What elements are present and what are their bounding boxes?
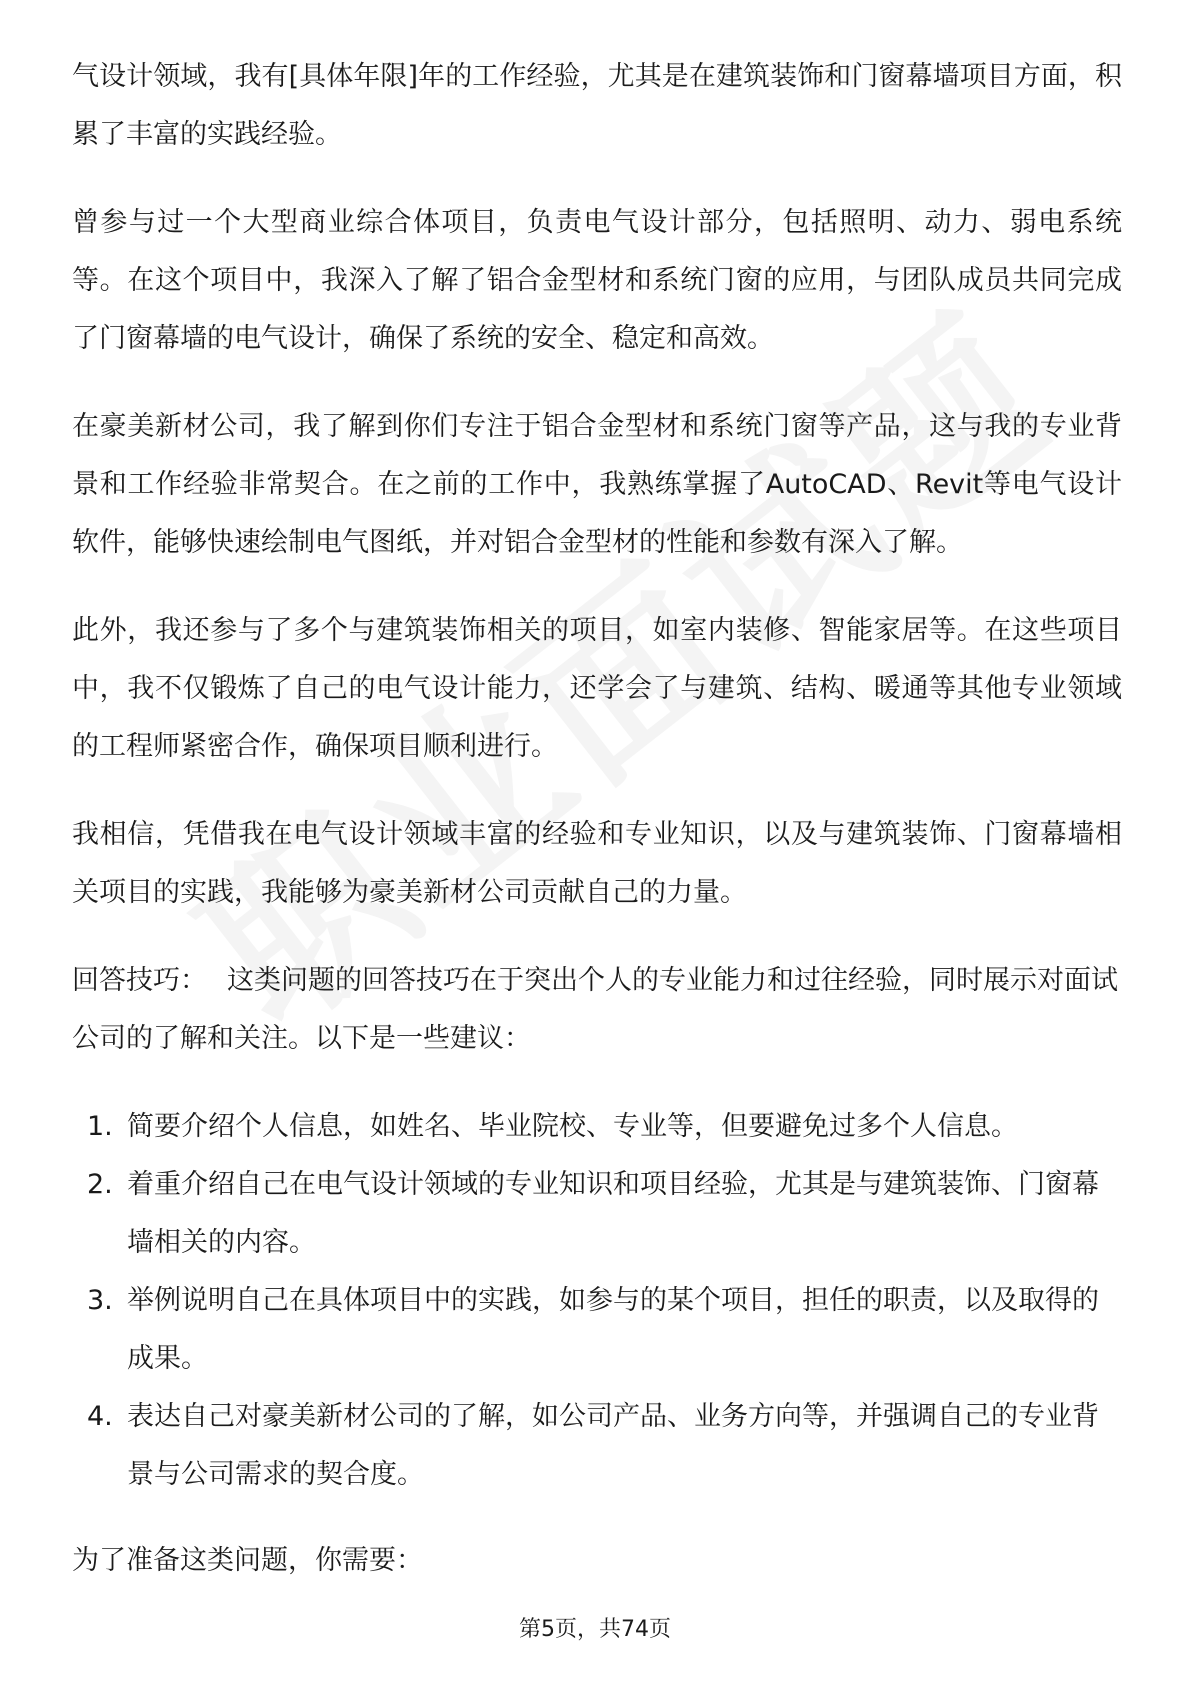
list-item-text: 着重介绍自己在电气设计领域的专业知识和项目经验，尤其是与建筑装饰、门窗幕墙相关的内容。	[127, 1169, 1099, 1258]
answer-tips-text: 这类问题的回答技巧在于突出个人的专业能力和过往经验，同时展示对面试公司的了解和关注。以下是一些建议：	[72, 965, 1118, 1054]
list-item-text: 举例说明自己在具体项目中的实践，如参与的某个项目，担任的职责，以及取得的成果。	[127, 1285, 1099, 1374]
answer-tips	[72, 952, 1122, 1068]
page-content	[72, 48, 1122, 1620]
answer-tips-label: 回答技巧：	[72, 965, 207, 996]
paragraph-collaboration: 此外，我还参与了多个与建筑装饰相关的项目，如室内装修、智能家居等。在这些项目中，我不仅锻炼了自己的电气设计能力，还学会了与建筑、结构、暖通等其他专业领域的工程师紧密合作，确保项目顺利进行。	[72, 615, 1122, 762]
advice-list	[72, 1098, 1122, 1504]
paragraph-experience: 气设计领域，我有[具体年限]年的工作经验，尤其是在建筑装饰和门窗幕墙项目方面，积累了丰富的实践经验。	[72, 61, 1122, 150]
list-item-text: 表达自己对豪美新材公司的了解，如公司产品、业务方向等，并强调自己的专业背景与公司需求的契合度。	[127, 1401, 1099, 1490]
list-item-number: 4.	[87, 1401, 113, 1432]
paragraph-conclusion: 我相信，凭借我在电气设计领域丰富的经验和专业知识，以及与建筑装饰、门窗幕墙相关项目的实践，我能够为豪美新材公司贡献自己的力量。	[72, 819, 1122, 908]
list-item-number: 3.	[87, 1285, 113, 1316]
page-number: 第5页，共74页	[519, 1617, 671, 1642]
list-item	[72, 1098, 1122, 1156]
paragraph-project: 曾参与过一个大型商业综合体项目，负责电气设计部分，包括照明、动力、弱电系统等。在这个项目中，我深入了解了铝合金型材和系统门窗的应用，与团队成员共同完成了门窗幕墙的电气设计，确保了系统的安全、稳定和高效。	[72, 207, 1122, 354]
list-item-number: 2.	[87, 1169, 113, 1200]
list-item	[72, 1388, 1122, 1504]
list-item	[72, 1156, 1122, 1272]
paragraph-company-fit: 在豪美新材公司，我了解到你们专注于铝合金型材和系统门窗等产品，这与我的专业背景和工作经验非常契合。在之前的工作中，我熟练掌握了AutoCAD、Revit等电气设计软件，能够快速绘制电气图纸，并对铝合金型材的性能和参数有深入了解。	[72, 411, 1122, 558]
paragraph-preparation: 为了准备这类问题，你需要：	[72, 1545, 423, 1576]
list-item-text: 简要介绍个人信息，如姓名、毕业院校、专业等，但要避免过多个人信息。	[127, 1111, 1018, 1142]
list-item-number: 1.	[87, 1111, 113, 1142]
list-item	[72, 1272, 1122, 1388]
